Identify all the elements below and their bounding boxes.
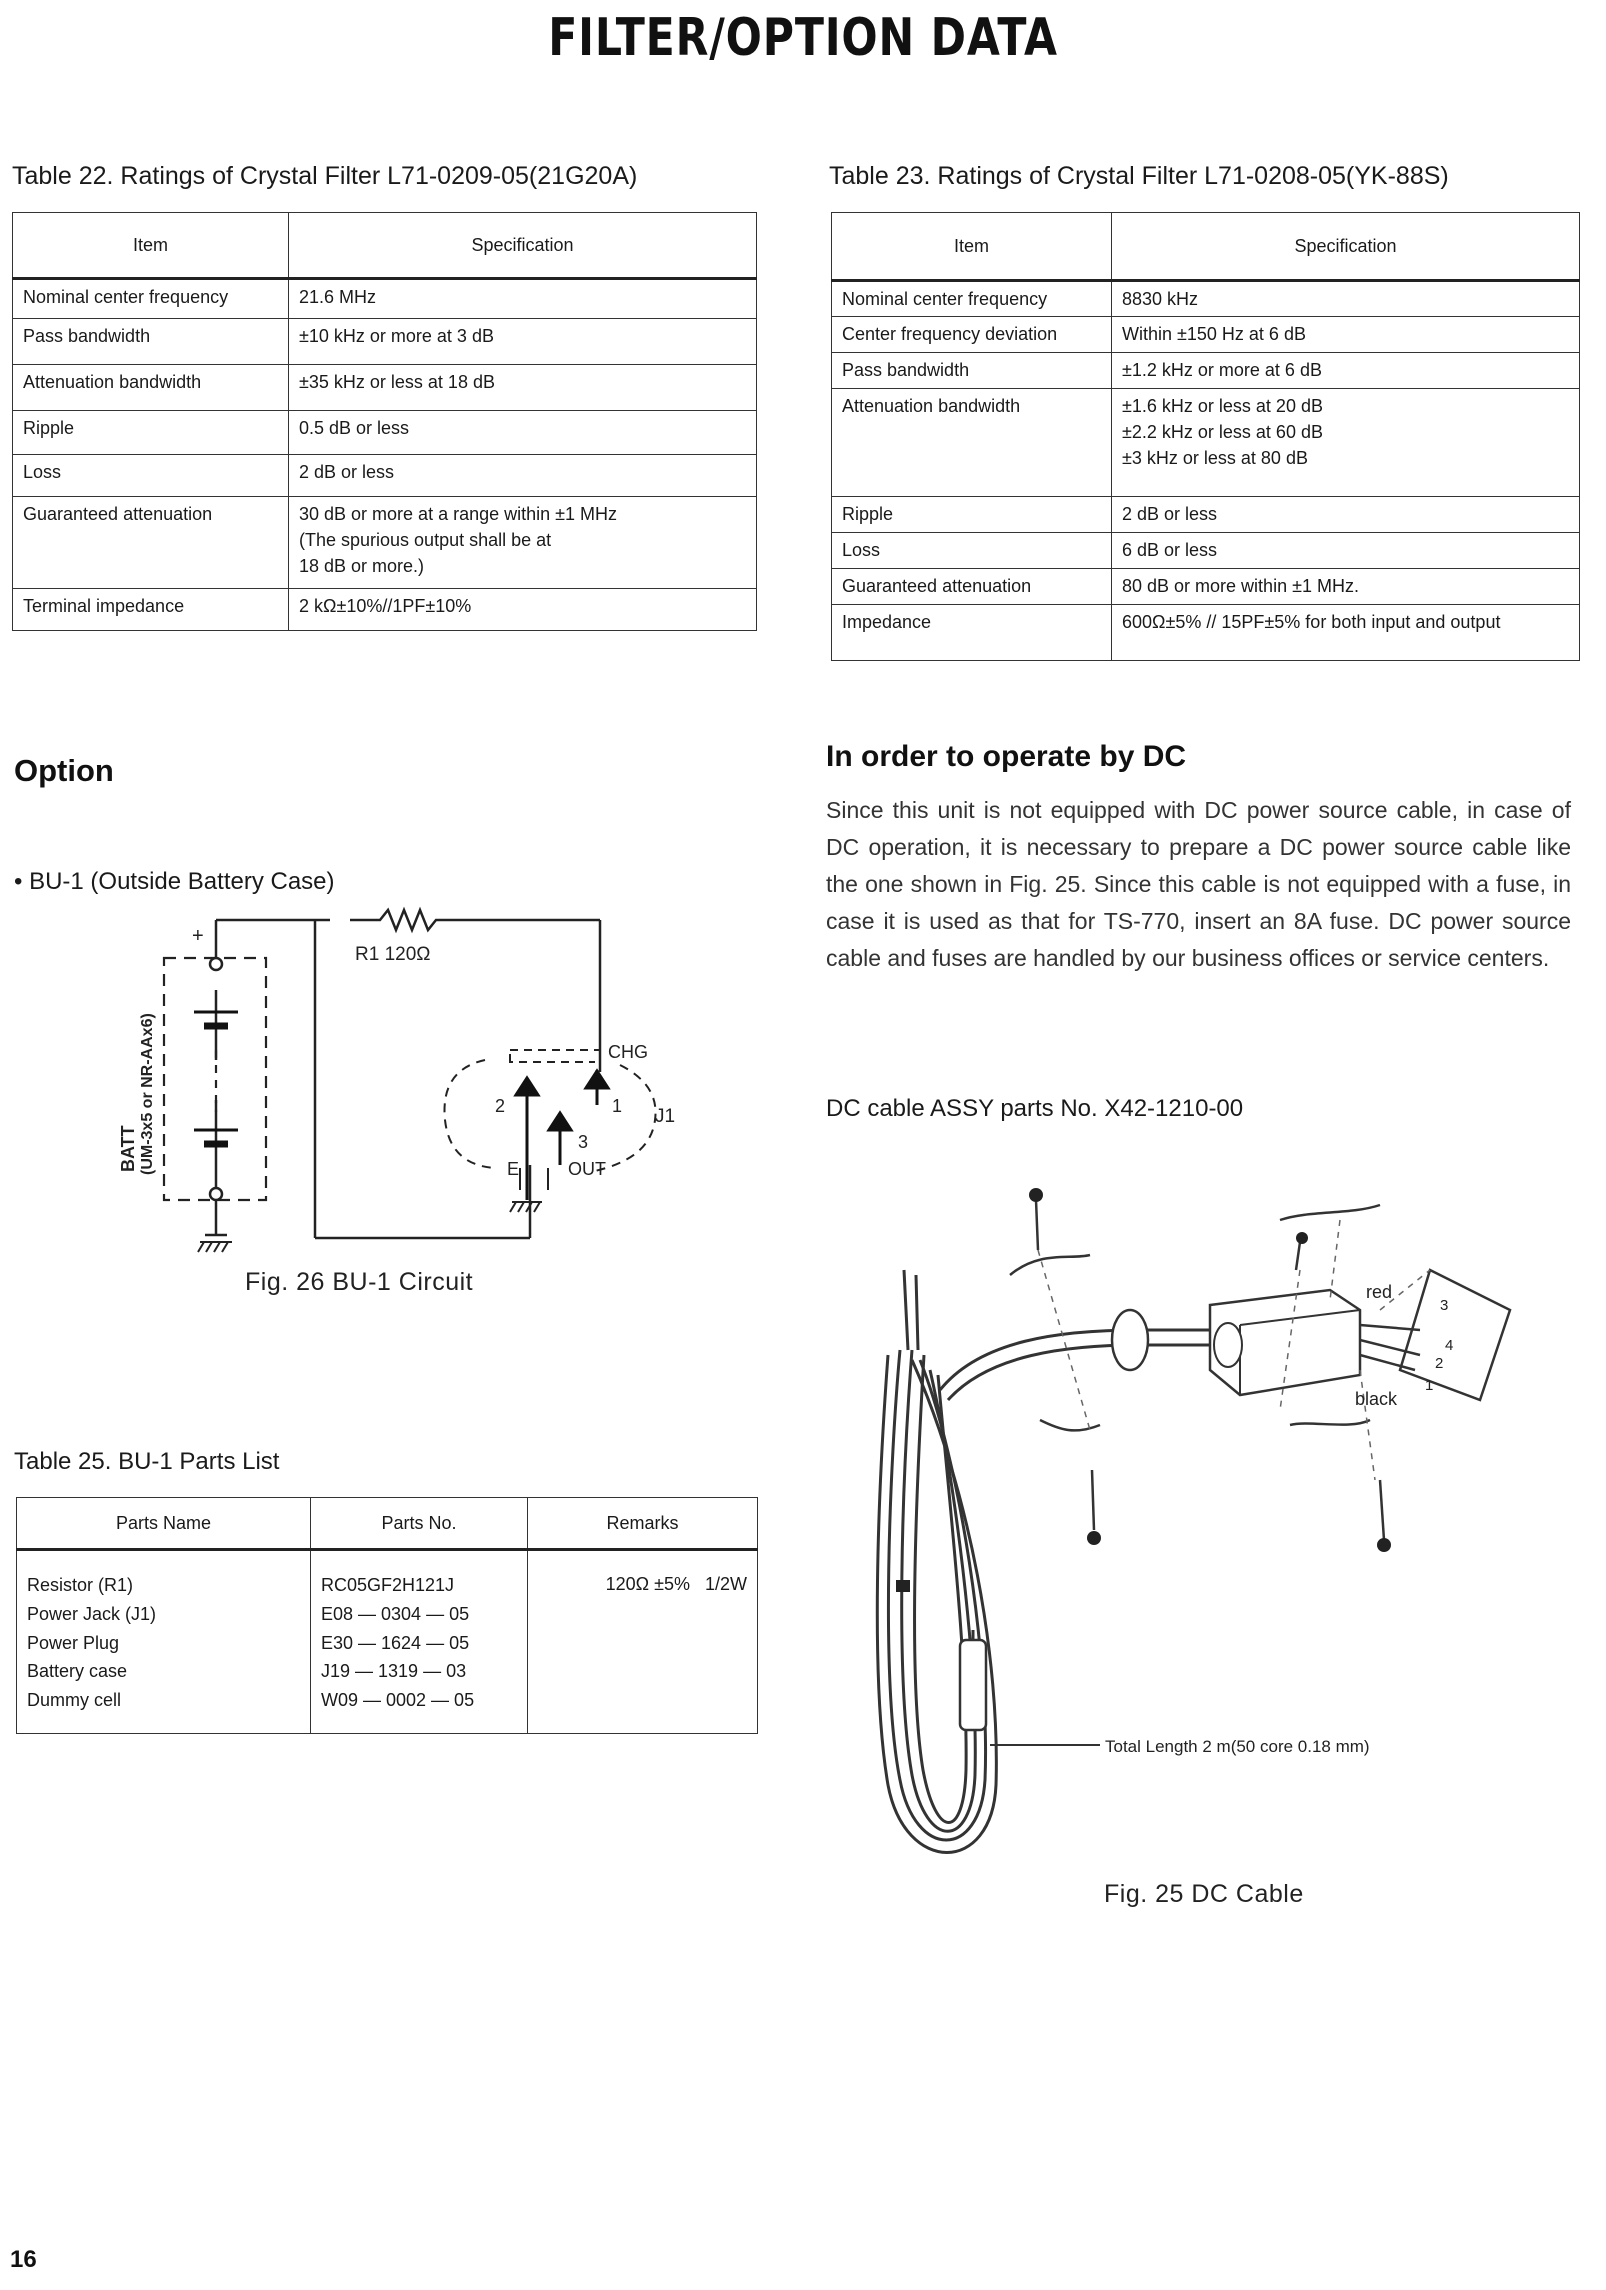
table23-spec-cell: 80 dB or more within ±1 MHz. <box>1112 569 1580 605</box>
table22-header-item: Item <box>13 213 289 279</box>
table25-parts-numbers: RC05GF2H121J E08 — 0304 — 05 E30 — 1624 — 05 J19 — 1319 — 03 W09 — 0002 — 05 <box>311 1550 528 1734</box>
option-heading: Option <box>14 753 114 788</box>
table22-spec-cell: 2 dB or less <box>289 455 757 497</box>
table25-header-name: Parts Name <box>17 1498 311 1550</box>
table23-row <box>832 281 1580 317</box>
table22-item-cell: Nominal center frequency <box>13 279 289 319</box>
table22-row <box>13 319 757 365</box>
table23-item-cell: Ripple <box>832 497 1112 533</box>
option-bullet: • BU-1 (Outside Battery Case) <box>14 868 335 895</box>
table23-row <box>832 389 1580 497</box>
table23-header-item: Item <box>832 213 1112 281</box>
table23-header-spec: Specification <box>1112 213 1580 281</box>
dc-cable-illustration <box>860 1160 1560 1920</box>
circuit-j1-label: J1 <box>655 1106 676 1127</box>
table22-spec-cell: 30 dB or more at a range within ±1 MHz (The spurious output shall be at 18 dB or more.) <box>289 497 757 589</box>
circuit-pin2-label: 2 <box>495 1096 506 1116</box>
table22-spec-cell: ±10 kHz or more at 3 dB <box>289 319 757 365</box>
dc-black-label: black <box>1355 1389 1398 1409</box>
table22-item-cell: Attenuation bandwidth <box>13 365 289 411</box>
table25 <box>16 1497 758 1734</box>
table22-header-spec: Specification <box>289 213 757 279</box>
dc-heading: In order to operate by DC <box>826 740 1187 773</box>
circuit-plus-label: + <box>192 925 204 947</box>
table22-row <box>13 589 757 631</box>
table22-spec-cell: 21.6 MHz <box>289 279 757 319</box>
table22-item-cell: Ripple <box>13 411 289 455</box>
table23-spec-cell: ±1.2 kHz or more at 6 dB <box>1112 353 1580 389</box>
table25-header-number: Parts No. <box>311 1498 528 1550</box>
table23-spec-cell: 600Ω±5% // 15PF±5% for both input and output <box>1112 605 1580 661</box>
dc-num3-label: 3 <box>1440 1297 1449 1314</box>
page-title: FILTER/OPTION DATA <box>548 8 1058 68</box>
table22-row <box>13 497 757 589</box>
table23-caption: Table 23. Ratings of Crystal Filter L71-0208-05(YK-88S) <box>829 162 1449 190</box>
table22-caption: Table 22. Ratings of Crystal Filter L71-0209-05(21G20A) <box>12 162 638 190</box>
fig25-caption: Fig. 25 DC Cable <box>1104 1880 1304 1908</box>
table23-row <box>832 569 1580 605</box>
table23-item-cell: Center frequency deviation <box>832 317 1112 353</box>
table22 <box>12 212 757 631</box>
circuit-r1-label: R1 120Ω <box>355 944 431 965</box>
dc-length-label: Total Length 2 m(50 core 0.18 mm) <box>1105 1737 1370 1756</box>
dc-paragraph: Since this unit is not equipped with DC power source cable, in case of DC operation, it is necessary to prepare a DC power source cable like the one shown in Fig. 25. Since this cable is not equipped with a fuse, in case it is used as that for TS-770, insert an 8A fuse. DC power source cable and fuses are handled by our business offices or service centers. <box>826 797 1571 971</box>
table23-spec-cell: 2 dB or less <box>1112 497 1580 533</box>
circuit-pin1-label: 1 <box>612 1096 623 1116</box>
dc-num1-label: 1 <box>1425 1377 1434 1394</box>
table23-item-cell: Guaranteed attenuation <box>832 569 1112 605</box>
table23-item-cell: Nominal center frequency <box>832 281 1112 317</box>
circuit-e-label: E <box>507 1159 520 1179</box>
circuit-out-label: OUT <box>568 1159 606 1179</box>
table22-row <box>13 365 757 411</box>
table23-item-cell: Loss <box>832 533 1112 569</box>
table23 <box>831 212 1580 661</box>
table23-item-cell: Attenuation bandwidth <box>832 389 1112 497</box>
fig26-caption: Fig. 26 BU-1 Circuit <box>245 1268 474 1296</box>
table23-row <box>832 497 1580 533</box>
table23-item-cell: Impedance <box>832 605 1112 661</box>
table22-spec-cell: 0.5 dB or less <box>289 411 757 455</box>
table23-row <box>832 605 1580 661</box>
table25-caption: Table 25. BU-1 Parts List <box>14 1448 280 1475</box>
table23-row <box>832 317 1580 353</box>
table22-row <box>13 411 757 455</box>
dc-num4-label: 4 <box>1445 1337 1454 1354</box>
circuit-chg-label: CHG <box>608 1042 648 1062</box>
table23-spec-cell: 8830 kHz <box>1112 281 1580 317</box>
circuit-pin3-label: 3 <box>578 1132 589 1152</box>
table22-spec-cell: 2 kΩ±10%//1PF±10% <box>289 589 757 631</box>
table25-parts-names: Resistor (R1) Power Jack (J1) Power Plug Battery case Dummy cell <box>17 1550 311 1734</box>
table22-item-cell: Pass bandwidth <box>13 319 289 365</box>
table23-spec-cell: Within ±150 Hz at 6 dB <box>1112 317 1580 353</box>
circuit-cell-label: (UM-3x5 or NR-AAx6) <box>139 1013 156 1175</box>
bu1-circuit-diagram <box>100 890 700 1260</box>
table23-row <box>832 533 1580 569</box>
circuit-batt-label: BATT <box>118 1125 138 1172</box>
table22-spec-cell: ±35 kHz or less at 18 dB <box>289 365 757 411</box>
table25-header-remarks: Remarks <box>528 1498 758 1550</box>
table23-spec-cell: ±1.6 kHz or less at 20 dB ±2.2 kHz or less at 60 dB ±3 kHz or less at 80 dB <box>1112 389 1580 497</box>
table23-item-cell: Pass bandwidth <box>832 353 1112 389</box>
table25-remarks: 120Ω ±5% 1/2W <box>528 1550 758 1734</box>
table22-row <box>13 279 757 319</box>
table22-row <box>13 455 757 497</box>
table22-item-cell: Loss <box>13 455 289 497</box>
table22-item-cell: Guaranteed attenuation <box>13 497 289 589</box>
table23-spec-cell: 6 dB or less <box>1112 533 1580 569</box>
page-number: 16 <box>10 2246 37 2273</box>
table22-item-cell: Terminal impedance <box>13 589 289 631</box>
dc-red-label: red <box>1366 1282 1393 1302</box>
dc-assy-part-number: DC cable ASSY parts No. X42-1210-00 <box>826 1095 1244 1122</box>
dc-num2-label: 2 <box>1435 1355 1444 1372</box>
table23-row <box>832 353 1580 389</box>
